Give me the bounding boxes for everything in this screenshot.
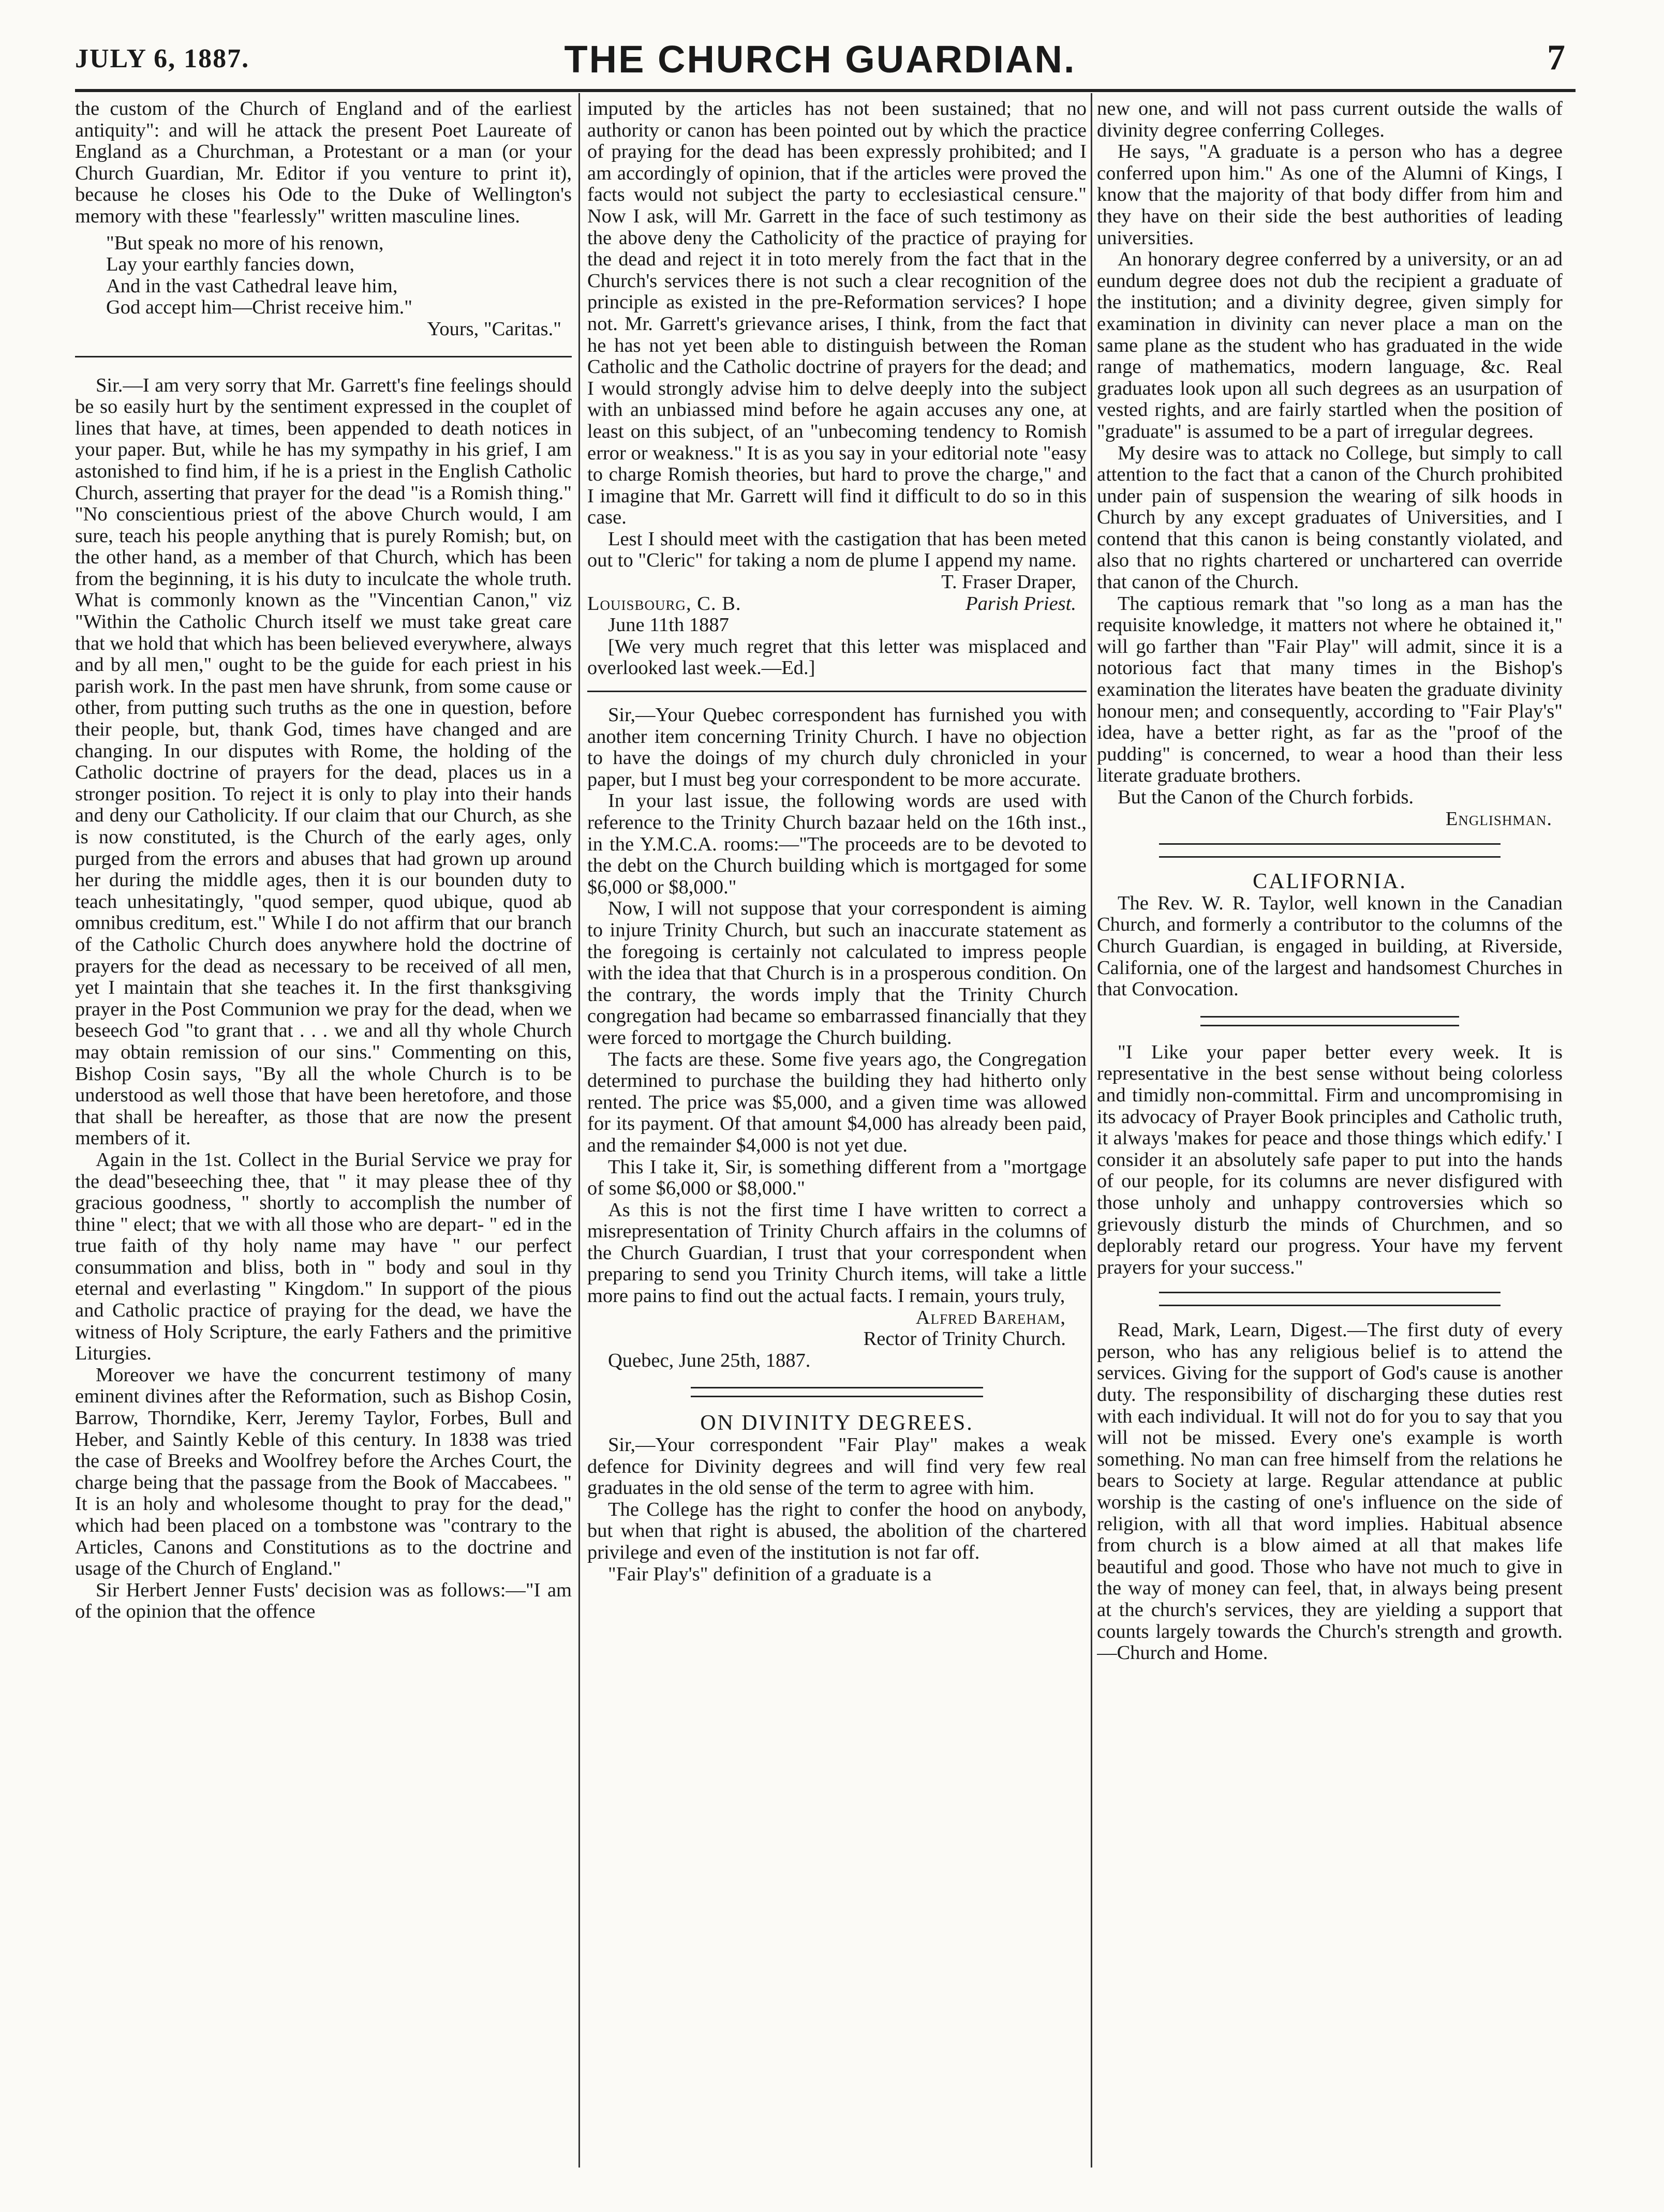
signature-englishman: Englishman. <box>1445 808 1552 830</box>
paragraph: The College has the right to confer the hood on anybody, but when that right is abused, the abolition of the chartered privilege and even of the institution is not far off. <box>587 1498 1087 1563</box>
column-2 <box>587 98 1087 2162</box>
poem-line: "But speak no more of his renown, <box>106 232 384 254</box>
section-divider <box>1200 1016 1459 1026</box>
paragraph: He says, "A graduate is a person who has a degree conferred upon him." As one of the Alumni of Kings, I know that the majority of that body differ from him and they have on their side the best authorities of leading universities. <box>1097 141 1563 249</box>
poem-line: And in the vast Cathedral leave him, <box>106 275 398 297</box>
paragraph: But the Canon of the Church forbids. <box>1118 786 1414 808</box>
paragraph: the custom of the Church of England and of the earliest antiquity": and will he attack the present Poet Laureate of England as a Churchman, a Protestant or a man (or your Church Guardian, Mr. Editor if you venture to print it), because he closes his Ode to the Duke of Wellington's memory with these "fearlessly" written masculine lines. <box>75 98 572 227</box>
paragraph: Sir,—Your correspondent "Fair Play" makes a weak defence for Divinity degrees and will find very few real graduates in the old sense of the term to agree with him. <box>587 1434 1087 1499</box>
paragraph: Sir,—Your Quebec correspondent has furnished you with another item concerning Trinity Church. I have no objection to have the doings of my church duly chronicled in your paper, but I must beg your correspondent to be more accurate. <box>587 704 1087 790</box>
paragraph: imputed by the articles has not been sustained; that no authority or canon has been pointed out by which the practice of praying for the dead has been expressly prohibited; and I am accordingly of opinion, that if the articles were proved the facts would not subject the party to ecclesiastical censure." Now I ask, will Mr. Garrett in the face of such testimony as the above deny the Catholicity of the practice of praying for the dead and reject it in toto merely from the fact that in the Church's services there is not such a clear recognition of the principle as existed in the pre-Reformation services? I hope not. Mr. Garrett's grievance arises, I think, from the fact that he has not yet been able to distinguish between the Roman Catholic and the Catholic doctrine of prayers for the dead; and I would strongly advise him to delve deeply into the subject with an unbiassed mind before he again accuses any one, at least on this subject, of an "unbecoming tendency to Romish error or weakness." It is as you say in your editorial note "easy to charge Romish theories, but hard to prove the charge," and I imagine that Mr. Garrett will find it difficult to do so in this case. <box>587 98 1087 529</box>
column-separator <box>578 93 580 2168</box>
paragraph: This I take it, Sir, is something different from a "mortgage of some $6,000 or $8,000." <box>587 1156 1087 1200</box>
letter-divider <box>75 356 572 360</box>
column-3 <box>1097 98 1563 2162</box>
poem-quote <box>106 233 572 319</box>
signature-name: Alfred Bareham, <box>915 1306 1066 1328</box>
signature-place: Louisbourg, C. B. <box>587 592 741 615</box>
paragraph: Read, Mark, Learn, Digest.—The first duty of every person, who has any religious belief is to attend the services. Giving for the support of God's cause is another duty. The responsibility of discharging these duties rest with each individual. It will not do for you to say that you will not be missed. Every one's example is worth something. No man can free himself from the relations he bears to Society at large. Regular attendance at public worship is the casting of one's influence on the side of religion, with all that word implies. Habitual absence from church is a blow aimed at all that makes life beautiful and good. Those who have not much to give in the way of money can feel, that, in always being present at the church's services, they are yielding a support that counts largely towards the Church's strength and growth.—Church and Home. <box>1097 1319 1563 1664</box>
section-divider <box>1159 1292 1500 1306</box>
section-heading: ON DIVINITY DEGREES. <box>700 1411 974 1436</box>
paragraph: As this is not the first time I have written to correct a misrepresentation of Trinity Church affairs in the columns of the Church Guardian, I trust that your correspondent when preparing to send you Trinity Church items, will take a little more pains to find out the actual facts. I remain, yours truly, <box>587 1199 1087 1307</box>
paragraph: My desire was to attack no College, but simply to call attention to the fact that a canon of the Church prohibited under pain of suspension the wearing of silk hoods in Church by any except graduates of Universities, and I contend that this canon is being constantly violated, and also that no rights chartered or unchartered can override that canon of the Church. <box>1097 442 1563 593</box>
masthead <box>75 32 1565 89</box>
section-divider <box>1159 843 1500 858</box>
masthead-rule <box>75 89 1576 92</box>
issue-date: JULY 6, 1887. <box>75 44 250 73</box>
signature-title: Parish Priest. <box>965 592 1076 615</box>
signature-place-line <box>587 593 1087 615</box>
poem-line: Lay your earthly fancies down, <box>106 253 355 276</box>
paragraph: An honorary degree conferred by a university, or an ad eundum degree does not dub the recipient a graduate of the institution; and a divinity degree, given simply for examination in divinity can never place a man on the same plane as the student who has graduated in the wide range of mathematics, modern language, &c. Real graduates look upon all such degrees as an usurpation of vested rights, and are fairly startled when the position of "graduate" is assumed to be a part of irregular degrees. <box>1097 248 1563 442</box>
newspaper-title: THE CHURCH GUARDIAN. <box>564 38 1076 81</box>
paragraph: Lest I should meet with the castigation that has been meted out to "Cleric" for taking a nom de plume I append my name. <box>587 528 1087 572</box>
page-number: 7 <box>1547 38 1565 78</box>
paragraph: Sir Herbert Jenner Fusts' decision was as follows:—"I am of the opinion that the offence <box>75 1579 572 1623</box>
column-separator <box>1091 93 1092 2168</box>
paragraph: The Rev. W. R. Taylor, well known in the Canadian Church, and formerly a contributor to the columns of the Church Guardian, is engaged in building, at Riverside, California, one of the largest and handsomest Churches in that Convocation. <box>1097 892 1563 1000</box>
section-heading: CALIFORNIA. <box>1253 870 1407 894</box>
signature-title: Rector of Trinity Church. <box>863 1328 1066 1350</box>
paragraph: new one, and will not pass current outside the walls of divinity degree conferring Colleges. <box>1097 98 1563 141</box>
poem-line: God accept him—Christ receive him." <box>106 296 412 319</box>
paragraph: In your last issue, the following words are used with reference to the Trinity Church bazaar held on the 16th inst., in the Y.M.C.A. rooms:—"The proceeds are to be devoted to the debt on the Church building which is mortgaged for some $6,000 or $8,000." <box>587 790 1087 898</box>
paragraph: Again in the 1st. Collect in the Burial Service we pray for the dead"beseeching thee, that " it may please thee of thy gracious goodness, " shortly to accomplish the number of thine " elect; that we with all those who are depart- " ed in the true faith of thy holy name may have " our perfect consummation and bliss, both in " body and soul in thy eternal and everlasting " Kingdom." In support of the pious and Catholic practice of praying for the dead, we have the witness of Holy Scripture, the early Fathers and the primitive Liturgies. <box>75 1148 572 1365</box>
letter-divider <box>587 691 1087 693</box>
signature-name: T. Fraser Draper, <box>941 571 1076 593</box>
paragraph: Sir.—I am very sorry that Mr. Garrett's fine feelings should be so easily hurt by the sentiment expressed in the couplet of lines that have, at times, been appended to death notices in your paper. But, while he has my sympathy in his grief, I am astonished to find him, if he is a priest in the English Catholic Church, asserting that prayer for the dead "is a Romish thing." "No conscientious priest of the above Church would, I am sure, teach his people anything that is purely Romish; but, on the other hand, as a member of that Church, which has been from the beginning, it is his duty to inculcate the whole truth. What is commonly known as the "Vincentian Canon," viz "Within the Catholic Church itself we must take great care that we hold that which has been believed everywhere, always and by all men," ought to be the guide for each priest in his parish work. In the past men have shrunk, from some cause or other, from putting such truths as the one in question, before their people, but, thank God, times have changed and are changing. In our disputes with Rome, the holding of the Catholic doctrine of prayers for the dead, places us in a stronger position. To reject it is only to play into their hands and deny our Catholicity. If our claim that our Church, as she is now constituted, is the Church of the early ages, only purged from the errors and abuses that had grown up around her during the middle ages, then it is our bounden duty to teach unhesitatingly, "quod semper, quod ubique, quod ab omnibus creditum, est." While I do not affirm that our branch of the Catholic Church does anywhere hold the doctrine of prayers for the dead as necessary to be received of all men, yet I maintain that she teaches it. In the first thanksgiving prayer in the Post Communion we pray for the dead, when we beseech God "to grant that . . . we and all thy whole Church may obtain remission of our sins." Commenting on this, Bishop Cosin says, "By all the whole Church is to be understood as well those that have been heretofore, and those that shall be hereafter, as those that are now the present members of it. <box>75 374 572 1149</box>
paragraph: The captious remark that "so long as a man has the requisite knowledge, it matters not where he obtained it," will go farther than "Fair Play" will admit, since it is a notorious fact that many times in the Bishop's examination the literates have beaten the graduate divinity honour men; and consequently, according to "Fair Play's" idea, have a better right, as far as the "proof of the pudding" is concerned, to wear a hood than their less literate graduate brothers. <box>1097 592 1563 787</box>
signature-date: June 11th 1887 <box>608 614 729 636</box>
paragraph: "Fair Play's" definition of a graduate is a <box>608 1563 932 1585</box>
paragraph: Now, I will not suppose that your correspondent is aiming to injure Trinity Church, but such an inaccurate statement as the foregoing is certainly not calculated to impress people with the idea that that Church is in a prosperous condition. On the contrary, the words imply that the Trinity Church congregation had became so embarrassed financially that they were forced to mortgage the Church building. <box>587 898 1087 1049</box>
signature-caritas: Yours, "Caritas." <box>427 318 561 340</box>
paragraph: The facts are these. Some five years ago, the Congregation determined to purchase the building they had hitherto only rented. The price was $5,000, and a given time was allowed for its payment. Of that amount $4,000 has already been paid, and the remainder $4,000 is not yet due. <box>587 1048 1087 1156</box>
paragraph: "I Like your paper better every week. It is representative in the best sense without being colorless and timidly non-committal. Firm and uncompromising in its advocacy of Prayer Book principles and Catholic truth, it always 'makes for peace and those things which edify.' I consider it an absolutely safe paper to put into the hands of our people, for its columns are never disfigured with those unholy and unhappy controversies which so grievously disturb the minds of Churchmen, and so deplorably retard our progress. Your have my fervent prayers for your success." <box>1097 1041 1563 1278</box>
column-1 <box>75 98 572 2162</box>
editor-note: [We very much regret that this letter was misplaced and overlooked last week.—Ed.] <box>587 635 1087 679</box>
section-divider <box>691 1387 983 1397</box>
paragraph: Moreover we have the concurrent testimony of many eminent divines after the Reformation, such as Bishop Cosin, Barrow, Thorndike, Kerr, Jeremy Taylor, Forbes, Bull and Heber, and Saintly Keble of this century. In 1838 was tried the case of Breeks and Woolfrey before the Arches Court, the charge being that the passage from the Book of Maccabees. " It is an holy and wholesome thought to pray for the dead," which had been placed on a tombstone was "contrary to the Articles, Canons and Constitutions as to the doctrine and usage of the Church of England." <box>75 1364 572 1580</box>
signature-date: Quebec, June 25th, 1887. <box>608 1349 811 1371</box>
